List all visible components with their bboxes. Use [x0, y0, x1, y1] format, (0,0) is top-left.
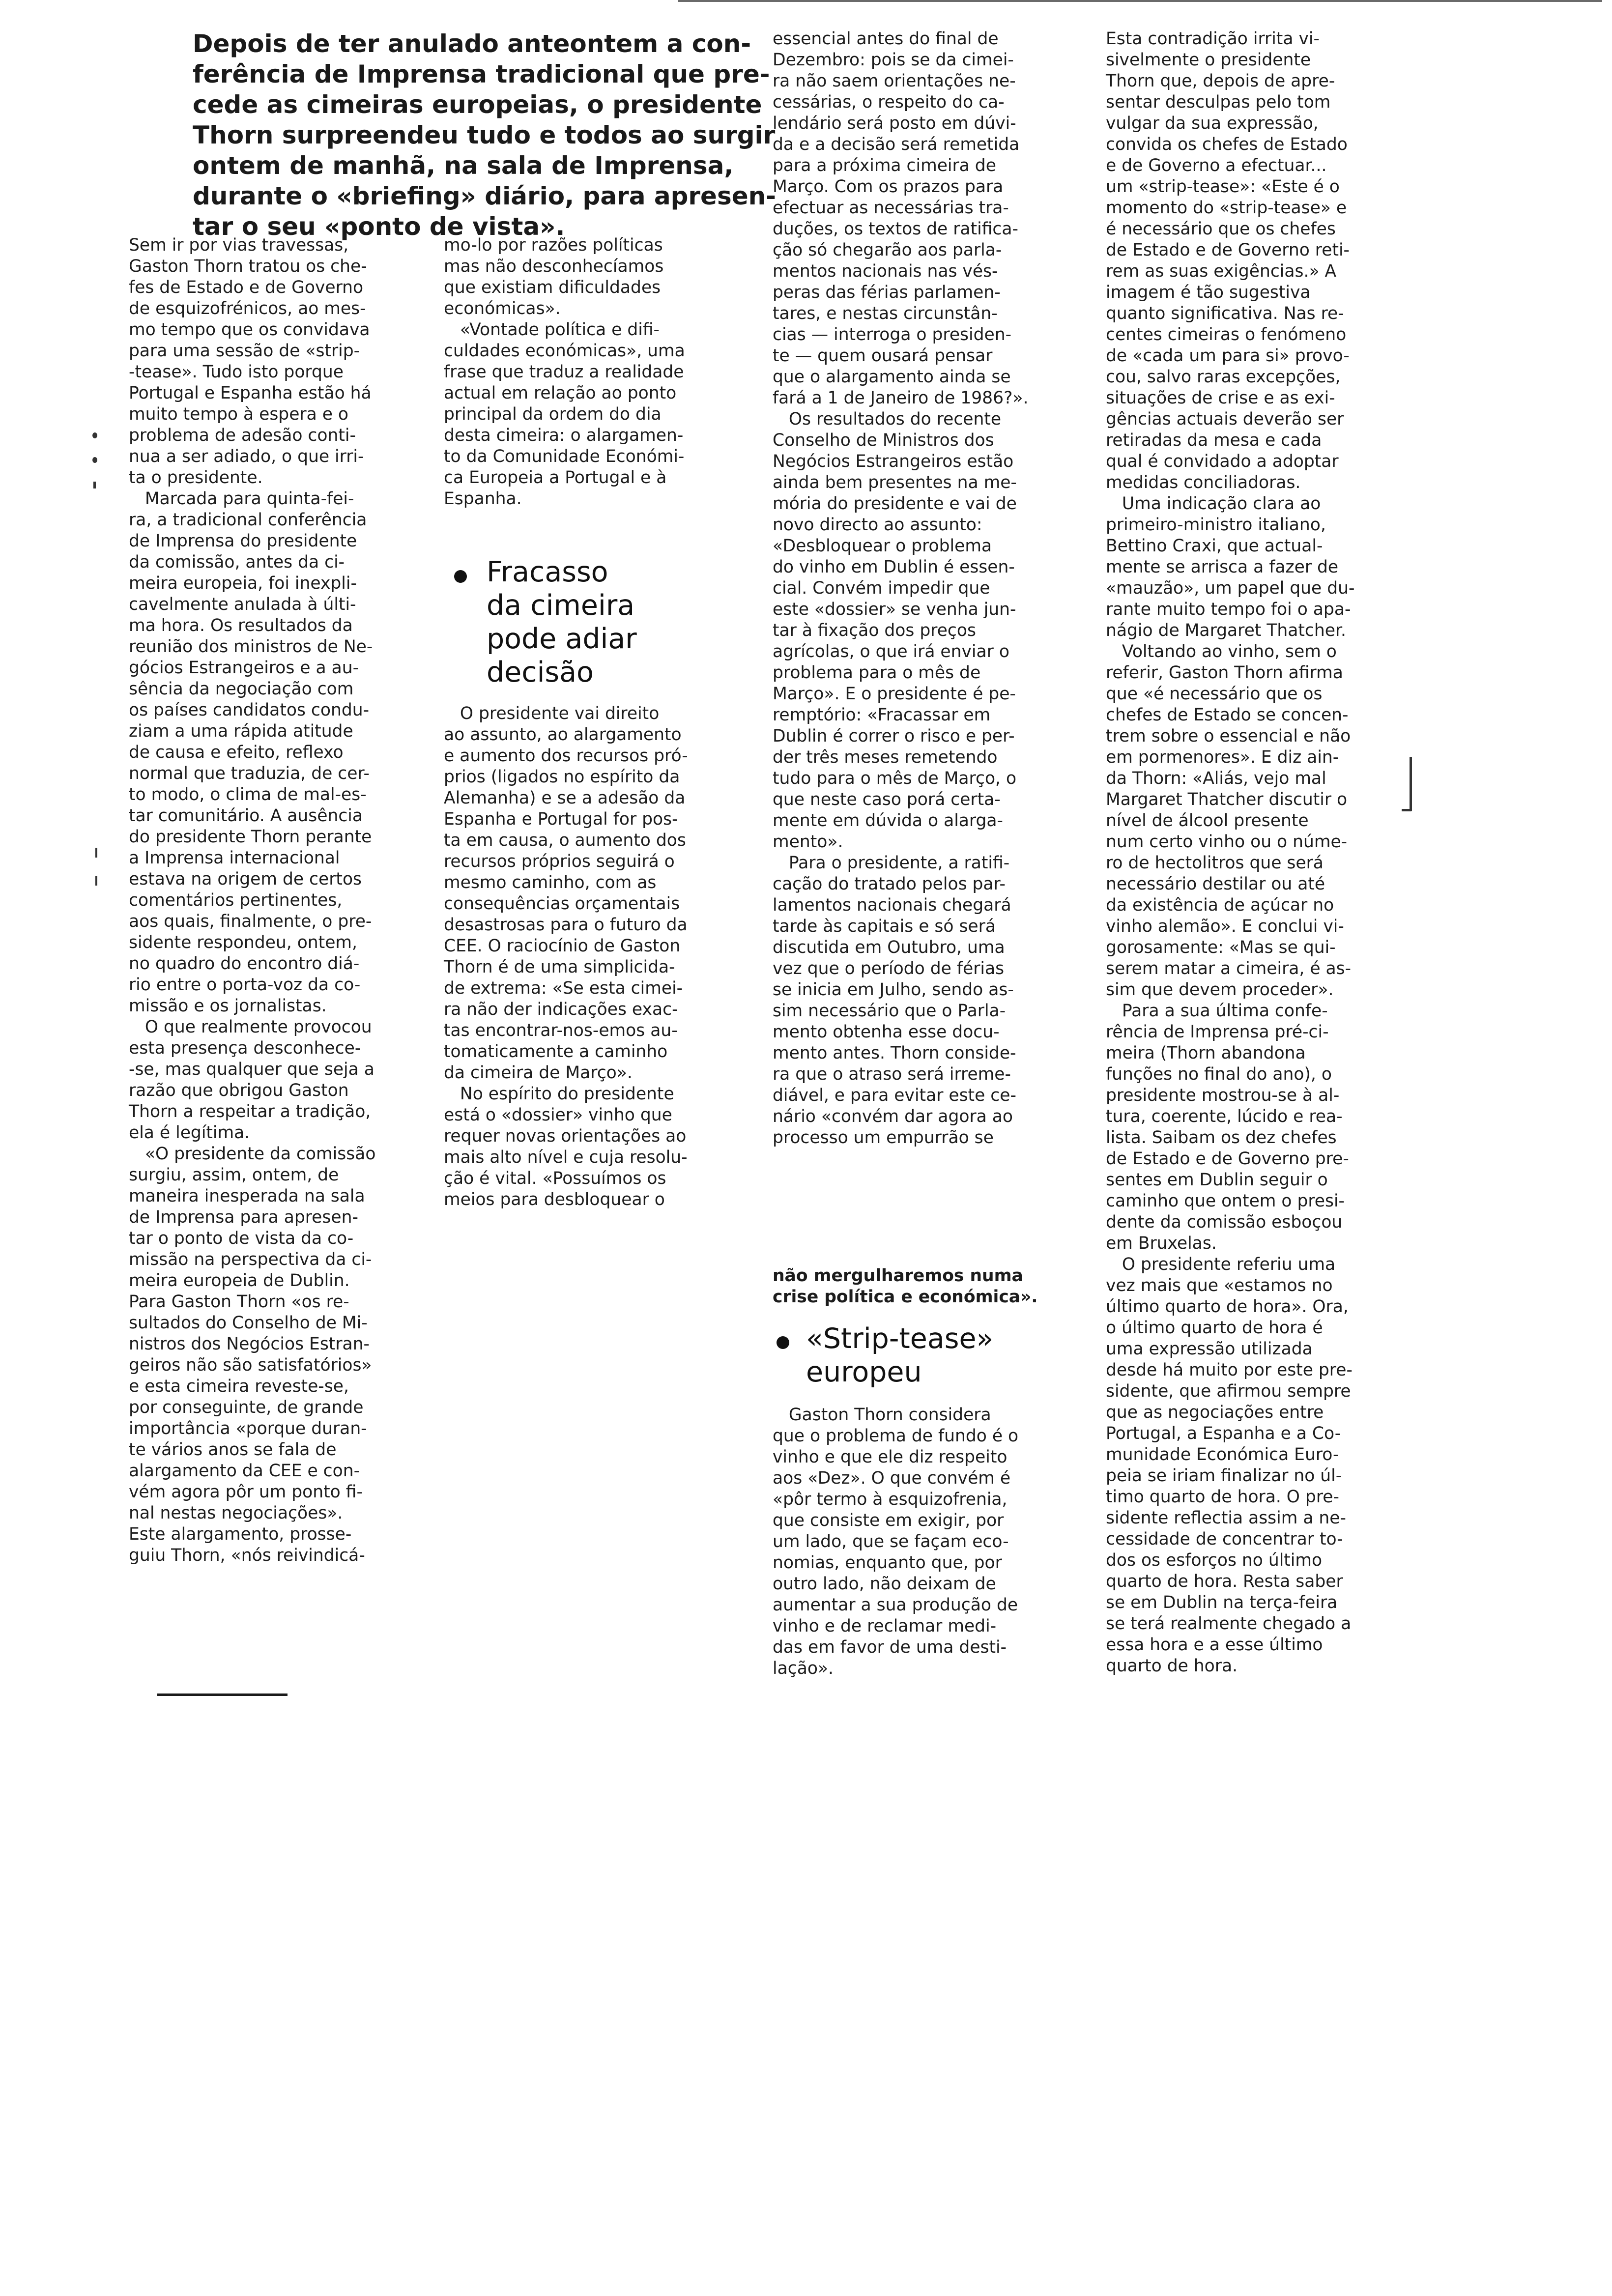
subhead-strip-tease: «Strip-tease» europeu	[806, 1322, 994, 1388]
lead-paragraph: Depois de ter anulado anteontem a con- ferência de Imprensa tradicional que pre- cede as cimeiras europeias, o presidente Thorn surpreendeu tudo e todos ao surgir ontem de manhã, na sala de Imprensa, durante o «briefing» diário, para apresen- tar o seu «ponto de vista».	[193, 29, 776, 241]
subhead-bullet	[454, 570, 467, 583]
scan-mark	[93, 482, 96, 488]
scan-mark	[92, 457, 97, 463]
end-rule	[157, 1693, 288, 1696]
subhead-fracasso: Fracasso da cimeira pode adiar decisão	[487, 556, 637, 689]
scan-mark	[1410, 757, 1412, 811]
body-column-1: Sem ir por vias travessas, Gaston Thorn tratou os che- fes de Estado e de Governo de esquizofrénicos, ao mes- mo tempo que os convidava para uma sessão de «strip- -tease». Tudo isto porque Portugal e Espanha estão há muito tempo à espera e o problema de adesão conti- nua a ser adiado, o que irri- ta o presidente. Marcada para quinta-fei- ra, a tradicional conferência de Imprensa do presidente da comissão, antes da ci- meira europeia, foi inexpli- cavelmente anulada à últi- ma hora. Os resultados da reunião dos ministros de Ne- gócios Estrangeiros e a au- sência da negociação com os países candidatos condu- ziam a uma rápida atitude de causa e efeito, reflexo normal que traduzia, de cer- to modo, o clima de mal-es- tar comunitário. A ausência do presidente Thorn perante a Imprensa internacional estava na origem de certos comentários pertinentes, aos quais, finalmente, o pre- sidente respondeu, ontem, no quadro do encontro diá- rio entre o porta-voz da co- missão e os jornalistas. O que realmente provocou esta presença desconhece- -se, mas qualquer que seja a razão que obrigou Gaston Thorn a respeitar a tradição, ela é legítima. «O presidente da comissão surgiu, assim, ontem, de maneira inesperada na sala de Imprensa para apresen- tar o ponto de vista da co- missão na perspectiva da ci- meira europeia de Dublin. Para Gaston Thorn «os re- sultados do Conselho de Mi- nistros dos Negócios Estran- geiros não são satisfatórios» e esta cimeira reveste-se, por conseguinte, de grande importância «porque duran- te vários anos se fala de alargamento da CEE e con- vém agora pôr um ponto fi- nal nestas negociações». Este alargamento, prosse- guiu Thorn, «nós reivindicá-	[129, 235, 376, 1565]
top-rule	[678, 0, 1602, 2]
scan-mark	[1402, 809, 1411, 811]
body-column-4: Esta contradição irrita vi- sivelmente o presidente Thorn que, depois de apre- sentar desculpas pelo tom vulgar da sua expressão, convida os chefes de Estado e de Governo a efectuar... um «strip-tease»: «Este é o momento do «strip-tease» e é necessário que os chefes de Estado e de Governo reti- rem as suas exigências.» A imagem é tão sugestiva quanto significativa. Nas re- centes cimeiras o fenómeno de «cada um para si» provo- cou, salvo raras excepções, situações de crise e as exi- gências actuais deverão ser retiradas da mesa e cada qual é convidado a adoptar medidas conciliadoras. Uma indicação clara ao primeiro-ministro italiano, Bettino Craxi, que actual- mente se arrisca a fazer de «mauzão», um papel que du- rante muito tempo foi o apa- nágio de Margaret Thatcher. Voltando ao vinho, sem o referir, Gaston Thorn afirma que «é necessário que os chefes de Estado se concen- trem sobre o essencial e não em pormenores». E diz ain- da Thorn: «Aliás, vejo mal Margaret Thatcher discutir o nível de álcool presente num certo vinho ou o núme- ro de hectolitros que será necessário destilar ou até da existência de açúcar no vinho alemão». E conclui vi- gorosamente: «Mas se qui- serem matar a cimeira, é as- sim que devem proceder». Para a sua última confe- rência de Imprensa pré-ci- meira (Thorn abandona funções no final do ano), o presidente mostrou-se à al- tura, coerente, lúcido e rea- lista. Saibam os dez chefes de Estado e de Governo pre- sentes em Dublin seguir o caminho que ontem o presi- dente da comissão esboçou em Bruxelas. O presidente referiu uma vez mais que «estamos no último quarto de hora». Ora, o último quarto de hora é uma expressão utilizada desde há muito por este pre- sidente, que afirmou sempre que as negociações entre Portugal, a Espanha e a Co- munidade Económica Euro- peia se iriam finalizar no úl- timo quarto de hora. O pre- sidente reflectia assim a ne- cessidade de concentrar to- dos os esforços no último quarto de hora. Resta saber se em Dublin na terça-feira se terá realmente chegado a essa hora e a esse último quarto de hora.	[1106, 29, 1355, 1676]
scan-mark	[95, 848, 97, 858]
scan-mark	[92, 432, 97, 438]
scan-mark	[95, 876, 97, 886]
body-column-3-top: essencial antes do final de Dezembro: pois se da cimei- ra não saem orientações ne- cessárias, o respeito do ca- lendário será posto em dúvi- da e a decisão será remetida para a próxima cimeira de Março. Com os prazos para efectuar as necessárias tra- duções, os textos de ratifica- ção só chegarão aos parla- mentos nacionais nas vés- peras das férias parlamen- tares, e nestas circunstân- cias — interroga o presiden- te — quem ousará pensar que o alargamento ainda se fará a 1 de Janeiro de 1986?». Os resultados do recente Conselho de Ministros dos Negócios Estrangeiros estão ainda bem presentes na me- mória do presidente e vai de novo directo ao assunto: «Desbloquear o problema do vinho em Dublin é essen- cial. Convém impedir que este «dossier» se venha jun- tar à fixação dos preços agrícolas, o que irá enviar o problema para o mês de Março». E o presidente é pe- remptório: «Fracassar em Dublin é correr o risco e per- der três meses remetendo tudo para o mês de Março, o que neste caso porá certa- mente em dúvida o alarga- mento». Para o presidente, a ratifi- cação do tratado pelos par- lamentos nacionais chegará tarde às capitais e só será discutida em Outubro, uma vez que o período de férias se inicia em Julho, sendo as- sim necessário que o Parla- mento obtenha esse docu- mento antes. Thorn conside- ra que o atraso será irreme- diável, e para evitar este ce- nário «convém dar agora ao processo um empurrão se	[773, 29, 1029, 1148]
body-column-3-tail: não mergulharemos numa crise política e económica».	[773, 1266, 1038, 1307]
body-column-3-bottom: Gaston Thorn considera que o problema de fundo é o vinho e que ele diz respeito aos «Dez». O que convém é «pôr termo à esquizofrenia, que consiste em exigir, por um lado, que se façam eco- nomias, enquanto que, por outro lado, não deixam de aumentar a sua produção de vinho e de reclamar medi- das em favor de uma desti- lação».	[773, 1405, 1019, 1678]
body-column-2-top: mo-lo por razões políticas mas não desconhecíamos que existiam dificuldades económicas». «Vontade política e difi- culdades económicas», uma frase que traduz a realidade actual em relação ao ponto principal da ordem do dia desta cimeira: o alargamen- to da Comunidade Económi- ca Europeia a Portugal e à Espanha.	[444, 235, 685, 509]
subhead-bullet	[777, 1336, 789, 1349]
body-column-2-bottom: O presidente vai direito ao assunto, ao alargamento e aumento dos recursos pró- prios (ligados no espírito da Alemanha) e se a adesão da Espanha e Portugal for pos- ta em causa, o aumento dos recursos próprios seguirá o mesmo caminho, com as consequências orçamentais desastrosas para o futuro da CEE. O raciocínio de Gaston Thorn é de uma simplicida- de extrema: «Se esta cimei- ra não der indicações exac- tas encontrar-nos-emos au- tomaticamente a caminho da cimeira de Março». No espírito do presidente está o «dossier» vinho que requer novas orientações ao mais alto nível e cuja resolu- ção é vital. «Possuímos os meios para desbloquear o	[444, 704, 688, 1209]
